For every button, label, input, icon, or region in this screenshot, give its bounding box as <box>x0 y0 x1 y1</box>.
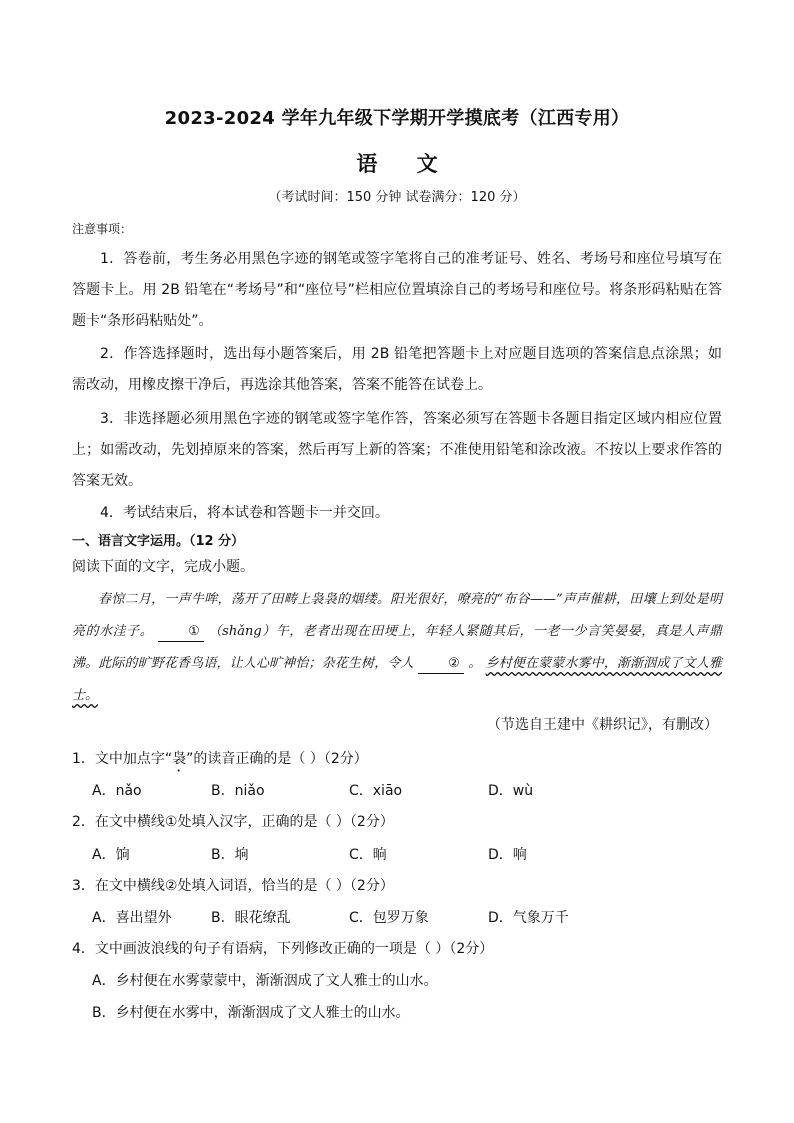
passage-source: （节选自王建中《耕织记》，有删改） <box>487 717 718 733</box>
subject-title: 语 文 <box>356 152 454 176</box>
passage-text: 春惊二月，一声牛哞，荡开了田畴上袅袅的烟缕。阳光很好，嘹亮的“布谷——”声声催耕，田壤上到处是明亮的水洼子。 <box>72 592 722 639</box>
q3-option-b: B．眼花缭乱 <box>211 910 291 926</box>
q3-option-a: A．喜出望外 <box>92 910 172 926</box>
notice-item: 1．答卷前，考生务必用黑色字迹的钢笔或签字笔将自己的准考证号、姓名、考场号和座位号填写在答题卡上。用 2B 铅笔在“考场号”和“座位号”栏相应位置填涂自己的考场号和座位号。将条形码粘贴在答题卡“条形码粘贴处”。 <box>72 251 722 329</box>
q2-option-b: B．垧 <box>211 847 249 863</box>
q4-option-b: B．乡村便在水雾中，渐渐洇成了文人雅士的山水。 <box>92 1005 410 1021</box>
q3-option-c: C．包罗万象 <box>349 910 429 926</box>
wavy-underlined-sentence: 乡村便在蒙蒙水雾中，渐渐洇成了文人雅士。 <box>72 656 722 703</box>
question-2: 2．在文中横线①处填入汉字，正确的是（ ）（2分） <box>72 814 394 830</box>
notice-heading: 注意事项： <box>72 222 133 236</box>
exam-title: 2023-2024 学年九年级下学期开学摸底考（江西专用） <box>164 108 630 129</box>
dotted-character: 袅 <box>172 751 187 767</box>
passage-text: （shǎng）午，老者出现在田埂上，年轻人紧随其后，一老一少言笑晏晏，真是人声鼎沸。此际的旷野花香鸟语，让人心旷神怡；杂花生树，令人 <box>72 624 723 671</box>
question-1 <box>72 748 368 775</box>
notice-item: 2．作答选择题时，选出每小题答案后，用 2B 铅笔把答题卡上对应题目选项的答案信息点涂黑；如需改动，用橡皮擦干净后，再选涂其他答案，答案不能答在试卷上。 <box>72 346 722 393</box>
q1-option-d: D．wù <box>488 783 534 799</box>
question-4: 4．文中画波浪线的句子有语病，下列修改正确的一项是（ ）（2分） <box>72 941 494 957</box>
q1-option-b: B．niǎo <box>211 783 265 799</box>
q3-option-d: D．气象万千 <box>488 910 569 926</box>
exam-info: （考试时间：150 分钟 试卷满分：120 分） <box>268 190 526 205</box>
blank-2: ② <box>418 655 464 674</box>
question-3: 3．在文中横线②处填入词语，恰当的是（ ）（2分） <box>72 878 394 894</box>
question-stem: 1．文中加点字“ <box>72 751 173 767</box>
q2-option-a: A．饷 <box>92 847 130 863</box>
reading-passage <box>72 584 722 712</box>
q2-option-d: D．响 <box>488 847 527 863</box>
notice-item: 4．考试结束后，将本试卷和答题卡一并交回。 <box>100 505 389 521</box>
section-heading: 一、语言文字运用。（12 分） <box>72 534 245 549</box>
q4-option-a: A．乡村便在水雾蒙蒙中，渐渐洇成了文人雅士的山水。 <box>92 973 438 989</box>
passage-text: 。 <box>468 656 482 671</box>
question-stem: ”的读音正确的是（ ）（2分） <box>186 751 368 767</box>
blank-1: ① <box>158 623 204 642</box>
reading-intro: 阅读下面的文字，完成小题。 <box>72 559 254 575</box>
notice-item: 3．非选择题必须用黑色字迹的钢笔或签字笔作答，答案必须写在答题卡各题目指定区域内相应位置上；如需改动，先划掉原来的答案，然后再写上新的答案；不准使用铅笔和涂改液。不按以上要求作答的答案无效。 <box>72 411 722 489</box>
q1-option-a: A．nǎo <box>92 783 142 799</box>
q1-option-c: C．xiāo <box>349 783 403 799</box>
q2-option-c: C．晌 <box>349 847 387 863</box>
